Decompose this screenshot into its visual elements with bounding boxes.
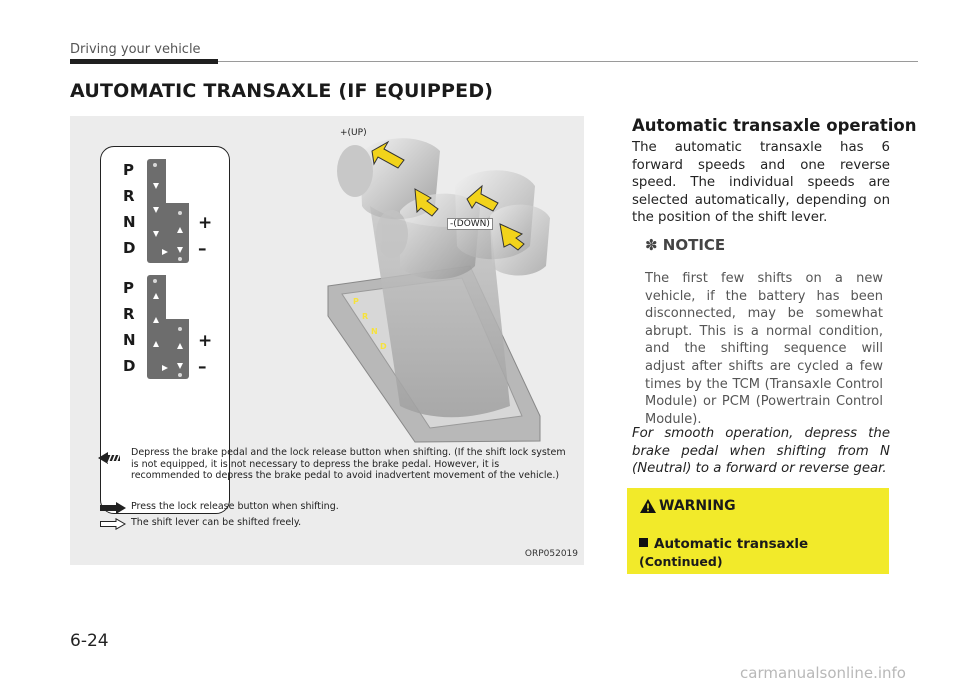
gate-plus-top: + — [198, 213, 213, 233]
shifting-tip: For smooth operation, depress the brake pedal when shifting from N (Neutral) to a forward or reverse gear. — [632, 426, 890, 477]
warning-continued: (Continued) — [639, 554, 723, 569]
page-title: AUTOMATIC TRANSAXLE (IF EQUIPPED) — [70, 80, 494, 102]
gate-letter-r-bottom: R — [123, 305, 135, 323]
figure-code: ORP052019 — [524, 549, 578, 559]
warning-box — [627, 488, 889, 574]
operation-title: Automatic transaxle operation — [632, 116, 917, 135]
warning-subtitle: Automatic transaxle — [654, 536, 809, 552]
gate-letter-n-bottom: N — [123, 331, 136, 349]
notice-title: ✽ NOTICE — [645, 236, 726, 254]
header-section-label: Driving your vehicle — [70, 42, 201, 57]
gate-minus-top: – — [198, 239, 207, 259]
gate-letter-n-top: N — [123, 213, 136, 231]
operation-body: The automatic transaxle has 6 forward speeds and one reverse speed. The individual speeds are selected automatically, depending on the position of the shift lever. — [632, 140, 890, 226]
gate-letter-d-top: D — [123, 239, 136, 257]
svg-text:R: R — [362, 312, 369, 321]
warning-title: WARNING — [659, 498, 736, 514]
square-bullet-icon — [639, 538, 648, 547]
page-number: 6-24 — [70, 631, 109, 651]
gate-minus-bottom: – — [198, 357, 207, 377]
gate-letter-d-bottom: D — [123, 357, 136, 375]
brake-and-button-arrow-icon — [98, 452, 126, 464]
warning-subtitle-row — [639, 533, 808, 552]
svg-text:D: D — [380, 342, 387, 351]
legend-lock-button: Press the lock release button when shifting. — [131, 501, 339, 512]
svg-text:P: P — [353, 297, 359, 306]
gate-letter-r-top: R — [123, 187, 135, 205]
lock-button-arrow-icon — [100, 502, 126, 514]
header-rule — [218, 61, 918, 62]
shift-lever-illustration — [70, 116, 584, 565]
header-bar — [70, 59, 218, 64]
notice-body: The first few shifts on a new vehicle, if the battery has been disconnected, may be somewhat abrupt. This is a normal condition, and the shifting sequence will adjust after shifts are cycled a few times by the TCM (Transaxle Control Module) or PCM (Powertrain Control Module). — [645, 271, 883, 427]
watermark: carmanualsonline.info — [740, 664, 906, 682]
gate-letter-p-top: P — [123, 161, 134, 179]
svg-text:N: N — [371, 327, 378, 336]
free-shift-arrow-icon — [100, 518, 126, 530]
shift-lever-figure — [70, 116, 584, 565]
gate-plus-bottom: + — [198, 331, 213, 351]
gate-letter-p-bottom: P — [123, 279, 134, 297]
warning-triangle-icon — [639, 498, 657, 514]
down-callout-label: -(DOWN) — [447, 218, 493, 230]
legend-free-shift: The shift lever can be shifted freely. — [131, 517, 302, 528]
legend-brake-and-button: Depress the brake pedal and the lock release button when shifting. (If the shift lock system is not equipped, it is not necessary to depress the brake pedal. However, it is recommended to depress the brake pedal to avoid inadvertent movement of the vehicle.) — [131, 447, 566, 481]
up-callout-label: +(UP) — [340, 128, 367, 138]
